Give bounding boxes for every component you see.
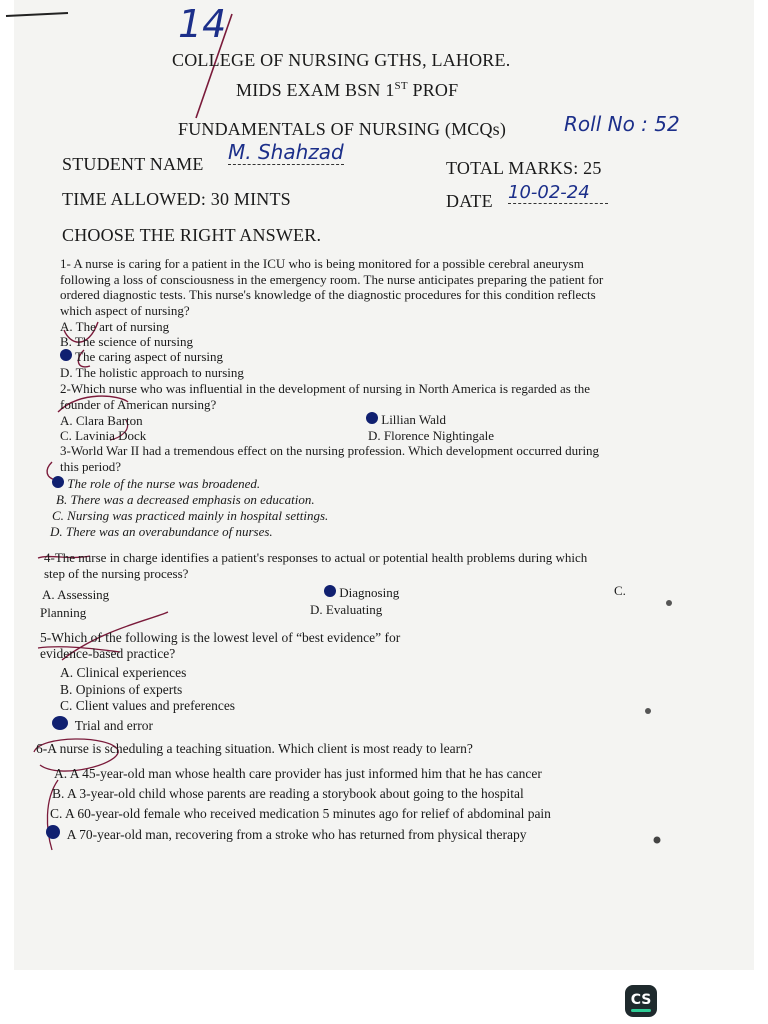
date-handwritten: 10-02-24 bbox=[508, 182, 608, 204]
q1-option-a[interactable]: A. The art of nursing bbox=[60, 319, 170, 334]
q3-option-b[interactable]: B. There was a decreased emphasis on education. bbox=[56, 492, 315, 507]
q5-option-a[interactable]: A. Clinical experiences bbox=[60, 665, 187, 680]
q2-option-a[interactable]: A. Clara Barton bbox=[60, 413, 143, 428]
time-allowed: TIME ALLOWED: 30 MINTS bbox=[62, 189, 291, 209]
student-name-handwritten: M. Shahzad bbox=[228, 140, 344, 164]
question-4: 4-The nurse in charge identifies a patient's responses to actual or potential health problems during which step of the nursing process? bbox=[44, 550, 588, 581]
q3-option-d[interactable]: D. There was an overabundance of nurses. bbox=[50, 524, 273, 539]
answer-mark bbox=[60, 349, 72, 361]
q3-option-a[interactable]: The role of the nurse was broadened. bbox=[52, 476, 260, 492]
camscanner-logo: CS bbox=[625, 985, 657, 1017]
q1-option-c[interactable]: The caring aspect of nursing bbox=[60, 349, 223, 365]
answer-mark bbox=[324, 585, 336, 597]
q4-option-b[interactable]: Diagnosing bbox=[324, 585, 399, 601]
question-6: 6-A nurse is scheduling a teaching situation. Which client is most ready to learn? bbox=[36, 741, 473, 756]
q3-option-c[interactable]: C. Nursing was practiced mainly in hospital settings. bbox=[52, 508, 329, 523]
exam-title: MIDS EXAM BSN 1ST PROF bbox=[236, 80, 459, 100]
total-marks: TOTAL MARKS: 25 bbox=[446, 158, 602, 178]
q5-option-d[interactable]: Trial and error bbox=[52, 716, 153, 734]
subject-title: FUNDAMENTALS OF NURSING (MCQs) bbox=[178, 119, 507, 139]
student-name-label: STUDENT NAME bbox=[62, 154, 204, 174]
answer-mark bbox=[52, 476, 64, 488]
q5-option-c[interactable]: C. Client values and preferences bbox=[60, 698, 236, 713]
question-3: 3-World War II had a tremendous effect on the nursing profession. Which development occurred during this period? bbox=[60, 443, 600, 474]
q1-option-d[interactable]: D. The holistic approach to nursing bbox=[60, 365, 244, 380]
q4-option-c-text[interactable]: Planning bbox=[40, 605, 87, 620]
q6-option-d[interactable]: A 70-year-old man, recovering from a stroke who has returned from physical therapy bbox=[46, 825, 526, 843]
question-5: 5-Which of the following is the lowest level of “best evidence” for evidence-based practice? bbox=[40, 630, 401, 661]
q4-option-c[interactable]: C. bbox=[614, 583, 626, 598]
q4-option-d[interactable]: D. Evaluating bbox=[310, 602, 383, 617]
answer-mark bbox=[46, 825, 60, 839]
answer-mark bbox=[52, 716, 68, 730]
q4-option-a[interactable]: A. Assessing bbox=[42, 587, 110, 602]
instruction: CHOOSE THE RIGHT ANSWER. bbox=[62, 225, 322, 245]
q2-option-b[interactable]: Lillian Wald bbox=[366, 412, 446, 428]
q5-option-b[interactable]: B. Opinions of experts bbox=[60, 682, 183, 697]
answer-mark bbox=[366, 412, 378, 424]
q6-option-c[interactable]: C. A 60-year-old female who received medication 5 minutes ago for relief of abdominal pain bbox=[50, 806, 551, 821]
q2-option-d[interactable]: D. Florence Nightingale bbox=[368, 428, 494, 443]
q1-option-b[interactable]: B. The science of nursing bbox=[60, 334, 193, 349]
question-1: 1- A nurse is caring for a patient in the ICU who is being monitored for a possible cerebral aneurysm following a loss of consciousness in the emergency room. The nurse anticipates preparing the patient for ordered diagnostic tests. This nurse's knowledge of the diagnostic procedures for this condition reflects which aspect of nursing? bbox=[60, 256, 604, 318]
college-title: COLLEGE OF NURSING GTHS, LAHORE. bbox=[172, 50, 511, 70]
q6-option-b[interactable]: B. A 3-year-old child whose parents are reading a storybook about going to the hospital bbox=[52, 786, 524, 801]
q6-option-a[interactable]: A. A 45-year-old man whose health care provider has just informed him that he has cancer bbox=[54, 766, 542, 781]
date-label: DATE bbox=[446, 191, 493, 211]
score-handwritten: 14 bbox=[178, 2, 227, 46]
q2-option-c[interactable]: C. Lavinia Dock bbox=[60, 428, 147, 443]
roll-number-handwritten: Roll No : 52 bbox=[564, 112, 680, 136]
question-2: 2-Which nurse who was influential in the development of nursing in North America is regarded as the founder of American nursing? bbox=[60, 381, 590, 412]
